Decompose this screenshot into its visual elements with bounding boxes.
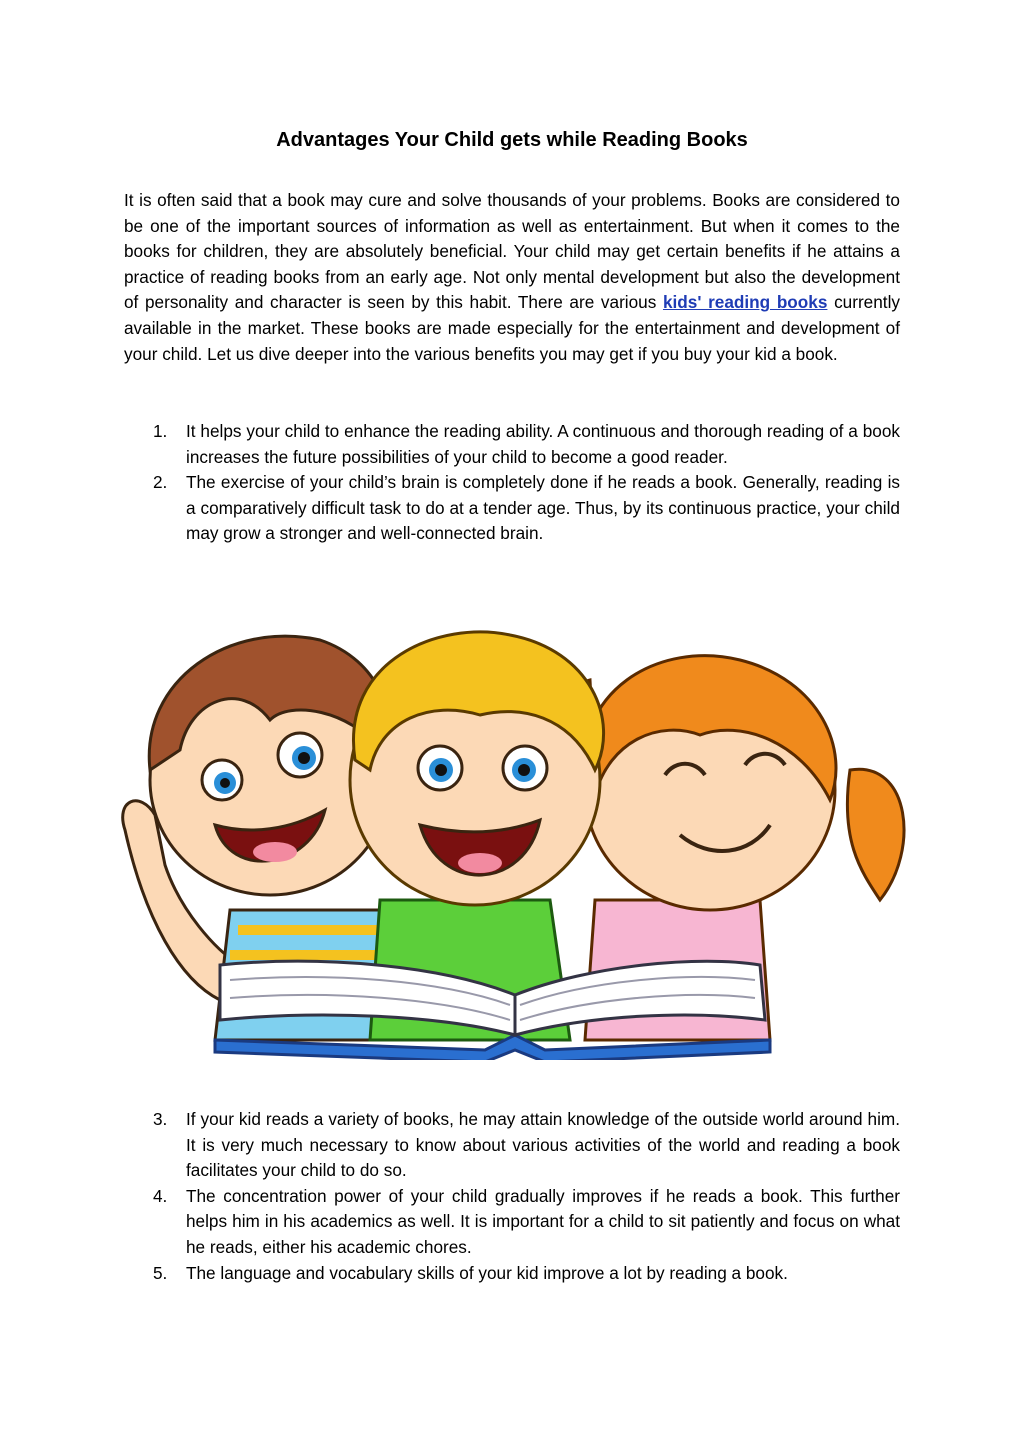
- list-item: [124, 1184, 900, 1261]
- list-item-text: If your kid reads a variety of books, he may attain knowledge of the outside world around him. It is very much necessary to know about various activities of the world and reading a book facilitates your child to do so.: [186, 1109, 900, 1181]
- page-title: Advantages Your Child gets while Reading Books: [276, 129, 748, 151]
- benefits-list-part-2: [124, 1107, 900, 1286]
- kids-reading-books-link[interactable]: kids' reading books: [662, 292, 828, 313]
- list-number: 5.: [153, 1262, 168, 1283]
- intro-text-before-link: It is often said that a book may cure and solve thousands of your problems. Books are considered to be one of the important sources of information as well as entertainment. But when it comes to the books for children, they are absolutely beneficial. Your child may get certain benefits if he attains a practice of reading books from an early age. Not only mental development but also the development of personality and character is seen by this habit. There are various: [124, 190, 900, 313]
- intro-paragraph: [124, 188, 900, 367]
- list-item: [124, 1261, 900, 1287]
- list-number: 3.: [153, 1109, 168, 1129]
- children-reading-book-illustration: [120, 620, 910, 1060]
- list-number: 1.: [153, 421, 168, 441]
- list-item-text: The exercise of your child’s brain is completely done if he reads a book. Generally, reading is a comparatively difficult task to do at a tender age. Thus, by its continuous practice, your child may grow a stronger and well-connected brain.: [186, 472, 900, 544]
- list-item-text: The concentration power of your child gradually improves if he reads a book. This further helps him in his academics as well. It is important for a child to sit patiently and focus on what he reads, either his academic chores.: [186, 1185, 900, 1257]
- benefits-list-part-1: [124, 419, 900, 547]
- list-number: 4.: [153, 1185, 168, 1206]
- intro-text-after-link: currently available in the market. These books are made especially for the entertainment and development of your child. Let us dive deeper into the various benefits you may get if you buy your kid a book.: [124, 292, 900, 364]
- list-item-text: The language and vocabulary skills of your kid improve a lot by reading a book.: [186, 1262, 788, 1283]
- list-item: [124, 419, 900, 470]
- list-item-text: It helps your child to enhance the reading ability. A continuous and thorough reading of a book increases the future possibilities of your child to become a good reader.: [186, 421, 900, 467]
- list-item: [124, 1107, 900, 1184]
- list-number: 2.: [153, 472, 168, 493]
- list-item: [124, 470, 900, 547]
